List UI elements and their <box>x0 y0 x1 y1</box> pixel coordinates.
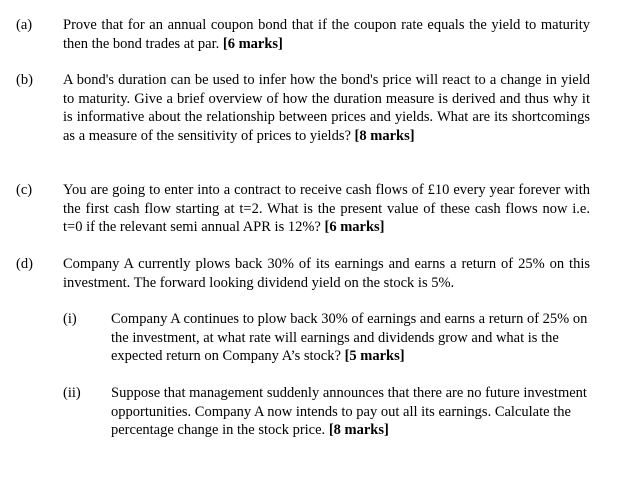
question-text <box>63 16 590 53</box>
question-body: Company A currently plows back 30% of its earnings and earns a return of 25% on this investment. The forward looking dividend yield on the stock is 5%. <box>63 256 590 291</box>
subquestion-label: (ii) <box>63 385 81 401</box>
marks-label: [8 marks] <box>354 127 415 144</box>
question-label: (b) <box>16 72 33 88</box>
marks-label: [6 marks] <box>222 35 283 52</box>
marks-label: [5 marks] <box>344 348 405 364</box>
question-body: You are going to enter into a contract to receive cash flows of £10 every year forever with the first cash flow starting at t=2. What is the present value of these cash flows now i.e. t=0 if the relevant semi annual APR is 12%? <box>63 182 590 235</box>
question-body: Prove that for an annual coupon bond that if the coupon rate equals the yield to maturity then the bond trades at par. <box>63 17 590 52</box>
question-label: (a) <box>16 17 33 33</box>
question-label: (d) <box>16 256 33 272</box>
question-body: A bond's duration can be used to infer how the bond's price will react to a change in yield to maturity. Give a brief overview of how the duration measure is derived and thus why it is informative about the relationship between prices and yields. What are its shortcomings as a measure of the sensitivity of prices to yields? <box>63 72 590 144</box>
marks-label: [6 marks] <box>324 219 385 235</box>
question-text <box>63 181 590 237</box>
question-label: (c) <box>16 182 33 198</box>
question-text <box>63 71 590 145</box>
subquestion-text <box>111 384 590 440</box>
subquestion-body: Company A continues to plow back 30% of earnings and earns a return of 25% on the investment, at what rate will earnings and dividends grow and what is the expected return on Company A’s stock? <box>111 311 588 364</box>
subquestion-label: (i) <box>63 311 77 327</box>
subquestion-text <box>111 310 590 366</box>
subquestion-body: Suppose that management suddenly announces that there are no future investment opportunities. Company A now intends to pay out all its earnings. Calculate the percentage change in the stock price. <box>111 385 587 438</box>
marks-label: [8 marks] <box>328 422 389 438</box>
question-text <box>63 255 590 292</box>
